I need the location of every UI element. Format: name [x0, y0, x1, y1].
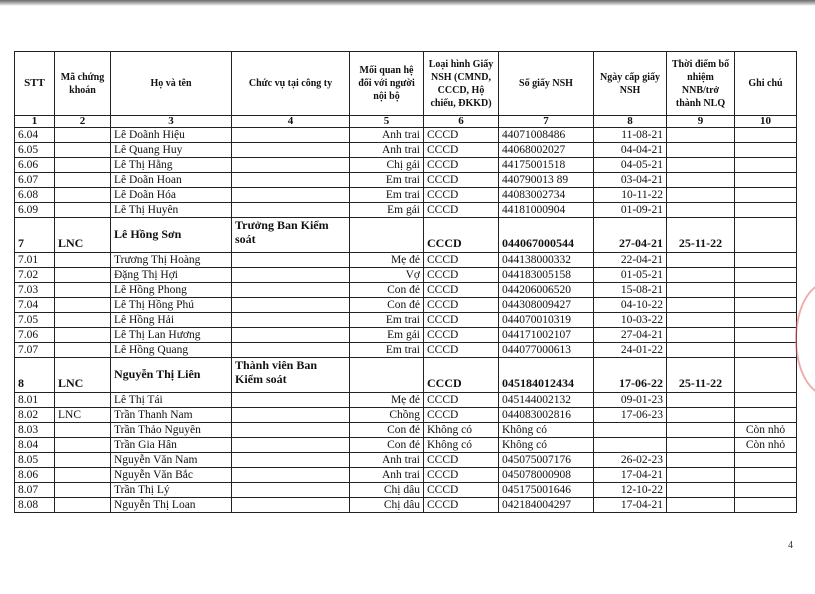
- cell-full-name: Trương Thị Hoàng: [111, 253, 232, 268]
- cell-position: [232, 343, 350, 358]
- cell-relationship: Anh trai: [350, 468, 424, 483]
- cell-stock-code: [55, 283, 111, 298]
- cell-appointment-time: [667, 253, 735, 268]
- cell-appointment-time: [667, 173, 735, 188]
- insider-table: [14, 51, 797, 513]
- cell-full-name: Lê Thị Hồng Phú: [111, 298, 232, 313]
- cell-stt: 8.04: [15, 438, 55, 453]
- cell-appointment-time: [667, 468, 735, 483]
- cell-note: [735, 203, 797, 218]
- cell-position: [232, 268, 350, 283]
- cell-doc-number: 44175001518: [499, 158, 594, 173]
- cell-full-name: Lê Thị Huyên: [111, 203, 232, 218]
- related-person-row: [15, 343, 797, 358]
- cell-stock-code: [55, 423, 111, 438]
- cell-stt: 7: [15, 218, 55, 253]
- related-person-row: [15, 453, 797, 468]
- cell-appointment-time: [667, 268, 735, 283]
- related-person-row: [15, 268, 797, 283]
- cell-note: [735, 483, 797, 498]
- cell-appointment-time: [667, 298, 735, 313]
- cell-stt: 6.09: [15, 203, 55, 218]
- cell-doc-type: CCCD: [424, 143, 499, 158]
- cell-stock-code: [55, 203, 111, 218]
- cell-doc-number: Không có: [499, 438, 594, 453]
- cell-stock-code: [55, 173, 111, 188]
- cell-note: [735, 173, 797, 188]
- header-position: Chức vụ tại công ty: [232, 52, 350, 116]
- cell-doc-type: CCCD: [424, 218, 499, 253]
- cell-doc-number: 44181000904: [499, 203, 594, 218]
- cell-note: [735, 408, 797, 423]
- cell-relationship: Em gái: [350, 328, 424, 343]
- cell-position: [232, 298, 350, 313]
- cell-doc-number: 042184004297: [499, 498, 594, 513]
- cell-doc-type: Không có: [424, 438, 499, 453]
- cell-position: [232, 253, 350, 268]
- cell-relationship: Anh trai: [350, 143, 424, 158]
- cell-doc-number: 44071008486: [499, 128, 594, 143]
- cell-appointment-time: [667, 283, 735, 298]
- cell-issue-date: 10-03-22: [594, 313, 667, 328]
- cell-stt: 6.07: [15, 173, 55, 188]
- cell-issue-date: 04-10-22: [594, 298, 667, 313]
- related-person-row: [15, 438, 797, 453]
- cell-full-name: Lê Hồng Sơn: [111, 218, 232, 253]
- cell-full-name: Đặng Thị Hợi: [111, 268, 232, 283]
- cell-doc-number: 44083002734: [499, 188, 594, 203]
- related-person-row: [15, 298, 797, 313]
- header-stt: STT: [15, 52, 55, 116]
- column-number-row: [15, 116, 797, 128]
- related-person-row: [15, 283, 797, 298]
- related-person-row: [15, 498, 797, 513]
- cell-stock-code: [55, 128, 111, 143]
- cell-note: [735, 358, 797, 393]
- cell-appointment-time: [667, 158, 735, 173]
- cell-doc-number: 044308009427: [499, 298, 594, 313]
- cell-appointment-time: 25-11-22: [667, 218, 735, 253]
- cell-doc-type: CCCD: [424, 268, 499, 283]
- table-body: [15, 128, 797, 513]
- cell-position: [232, 188, 350, 203]
- cell-stt: 7.04: [15, 298, 55, 313]
- cell-relationship: Em trai: [350, 173, 424, 188]
- header-issue-date: Ngày cấp giấy NSH: [594, 52, 667, 116]
- cell-position: [232, 203, 350, 218]
- cell-doc-type: CCCD: [424, 173, 499, 188]
- cell-note: [735, 218, 797, 253]
- cell-full-name: Nguyễn Thị Liên: [111, 358, 232, 393]
- cell-issue-date: 26-02-23: [594, 453, 667, 468]
- cell-doc-number: 044083002816: [499, 408, 594, 423]
- cell-doc-number: 045075007176: [499, 453, 594, 468]
- cell-stt: 8.01: [15, 393, 55, 408]
- cell-appointment-time: [667, 423, 735, 438]
- cell-stt: 8.02: [15, 408, 55, 423]
- cell-doc-number: Không có: [499, 423, 594, 438]
- cell-note: [735, 498, 797, 513]
- cell-full-name: Nguyễn Văn Nam: [111, 453, 232, 468]
- cell-issue-date: 24-01-22: [594, 343, 667, 358]
- cell-appointment-time: [667, 483, 735, 498]
- cell-stock-code: [55, 328, 111, 343]
- cell-doc-type: CCCD: [424, 313, 499, 328]
- cell-position: [232, 498, 350, 513]
- cell-stock-code: [55, 438, 111, 453]
- cell-relationship: Mẹ đẻ: [350, 253, 424, 268]
- cell-relationship: Chị dâu: [350, 483, 424, 498]
- cell-doc-type: CCCD: [424, 158, 499, 173]
- cell-position: [232, 408, 350, 423]
- cell-doc-type: CCCD: [424, 253, 499, 268]
- cell-doc-type: CCCD: [424, 453, 499, 468]
- cell-position: [232, 453, 350, 468]
- cell-issue-date: 09-01-23: [594, 393, 667, 408]
- cell-appointment-time: [667, 438, 735, 453]
- related-person-row: [15, 173, 797, 188]
- cell-doc-type: CCCD: [424, 188, 499, 203]
- cell-stt: 7.01: [15, 253, 55, 268]
- cell-relationship: Con đẻ: [350, 438, 424, 453]
- cell-issue-date: 04-04-21: [594, 143, 667, 158]
- cell-stt: 6.08: [15, 188, 55, 203]
- cell-stt: 6.04: [15, 128, 55, 143]
- related-person-row: [15, 408, 797, 423]
- related-person-row: [15, 328, 797, 343]
- cell-stock-code: [55, 498, 111, 513]
- cell-issue-date: 27-04-21: [594, 328, 667, 343]
- cell-relationship: Anh trai: [350, 453, 424, 468]
- cell-doc-number: 045175001646: [499, 483, 594, 498]
- cell-position: [232, 143, 350, 158]
- related-person-row: [15, 188, 797, 203]
- cell-stt: 8.05: [15, 453, 55, 468]
- insider-row: [15, 358, 797, 393]
- cell-position: [232, 483, 350, 498]
- column-number: 1: [15, 116, 55, 128]
- cell-doc-type: CCCD: [424, 358, 499, 393]
- cell-stock-code: [55, 188, 111, 203]
- cell-position: [232, 438, 350, 453]
- cell-doc-number: 440790013 89: [499, 173, 594, 188]
- cell-issue-date: 11-08-21: [594, 128, 667, 143]
- column-number: 10: [735, 116, 797, 128]
- cell-stt: 8.03: [15, 423, 55, 438]
- related-person-row: [15, 143, 797, 158]
- cell-issue-date: 15-08-21: [594, 283, 667, 298]
- cell-position: [232, 158, 350, 173]
- cell-issue-date: 03-04-21: [594, 173, 667, 188]
- cell-stt: 7.02: [15, 268, 55, 283]
- cell-relationship: Em trai: [350, 188, 424, 203]
- cell-relationship: Chồng: [350, 408, 424, 423]
- cell-full-name: Lê Hồng Hải: [111, 313, 232, 328]
- column-number: 4: [232, 116, 350, 128]
- cell-full-name: Lê Thị Tái: [111, 393, 232, 408]
- cell-stock-code: LNC: [55, 358, 111, 393]
- cell-relationship: Chị dâu: [350, 498, 424, 513]
- cell-note: [735, 253, 797, 268]
- related-person-row: [15, 468, 797, 483]
- cell-position: [232, 173, 350, 188]
- insider-row: [15, 218, 797, 253]
- column-number: 9: [667, 116, 735, 128]
- red-seal-stamp: [795, 282, 815, 396]
- cell-appointment-time: [667, 408, 735, 423]
- cell-stock-code: [55, 298, 111, 313]
- cell-issue-date: 04-05-21: [594, 158, 667, 173]
- related-person-row: [15, 253, 797, 268]
- cell-relationship: [350, 218, 424, 253]
- cell-full-name: Trần Thanh Nam: [111, 408, 232, 423]
- cell-note: [735, 343, 797, 358]
- cell-stt: 7.07: [15, 343, 55, 358]
- cell-stock-code: [55, 313, 111, 328]
- related-person-row: [15, 483, 797, 498]
- cell-appointment-time: 25-11-22: [667, 358, 735, 393]
- cell-full-name: Nguyễn Thị Loan: [111, 498, 232, 513]
- cell-relationship: Con đẻ: [350, 423, 424, 438]
- page-number: 4: [788, 540, 793, 551]
- cell-stock-code: [55, 483, 111, 498]
- cell-issue-date: 17-06-23: [594, 408, 667, 423]
- cell-issue-date: 12-10-22: [594, 483, 667, 498]
- cell-note: [735, 143, 797, 158]
- header-doc-number: Số giấy NSH: [499, 52, 594, 116]
- related-person-row: [15, 393, 797, 408]
- cell-position: Trưởng Ban Kiểm soát: [232, 218, 350, 253]
- cell-issue-date: 01-05-21: [594, 268, 667, 283]
- cell-stt: 6.06: [15, 158, 55, 173]
- cell-position: Thành viên Ban Kiểm soát: [232, 358, 350, 393]
- cell-doc-type: CCCD: [424, 203, 499, 218]
- cell-stock-code: [55, 253, 111, 268]
- header-relationship: Mối quan hệ đối với người nội bộ: [350, 52, 424, 116]
- cell-doc-number: 044206006520: [499, 283, 594, 298]
- cell-doc-type: CCCD: [424, 298, 499, 313]
- related-person-row: [15, 158, 797, 173]
- cell-full-name: Lê Doãn Hoan: [111, 173, 232, 188]
- cell-full-name: Lê Thị Hằng: [111, 158, 232, 173]
- cell-relationship: Anh trai: [350, 128, 424, 143]
- cell-note: Còn nhỏ: [735, 438, 797, 453]
- cell-note: [735, 188, 797, 203]
- cell-full-name: Lê Doãn Hóa: [111, 188, 232, 203]
- cell-stock-code: [55, 268, 111, 283]
- cell-doc-type: CCCD: [424, 468, 499, 483]
- cell-appointment-time: [667, 313, 735, 328]
- cell-full-name: Lê Hồng Phong: [111, 283, 232, 298]
- cell-stt: 8.07: [15, 483, 55, 498]
- column-number: 2: [55, 116, 111, 128]
- cell-position: [232, 393, 350, 408]
- header-appointment-time: Thời điểm bổ nhiệm NNB/trở thành NLQ: [667, 52, 735, 116]
- related-person-row: [15, 203, 797, 218]
- cell-stock-code: [55, 468, 111, 483]
- cell-note: [735, 468, 797, 483]
- related-person-row: [15, 128, 797, 143]
- cell-appointment-time: [667, 328, 735, 343]
- cell-issue-date: 17-06-22: [594, 358, 667, 393]
- cell-relationship: Chị gái: [350, 158, 424, 173]
- cell-full-name: Trần Thị Lý: [111, 483, 232, 498]
- cell-position: [232, 468, 350, 483]
- cell-note: [735, 393, 797, 408]
- cell-stock-code: [55, 453, 111, 468]
- cell-position: [232, 423, 350, 438]
- cell-doc-number: 045184012434: [499, 358, 594, 393]
- cell-issue-date: 22-04-21: [594, 253, 667, 268]
- cell-issue-date: 17-04-21: [594, 498, 667, 513]
- cell-full-name: Trần Thảo Nguyên: [111, 423, 232, 438]
- header-row: [15, 52, 797, 116]
- cell-doc-number: 044171002107: [499, 328, 594, 343]
- cell-full-name: Lê Thị Lan Hương: [111, 328, 232, 343]
- cell-doc-number: 44068002027: [499, 143, 594, 158]
- cell-full-name: Nguyễn Văn Bắc: [111, 468, 232, 483]
- cell-doc-number: 045078000908: [499, 468, 594, 483]
- cell-appointment-time: [667, 453, 735, 468]
- cell-note: [735, 128, 797, 143]
- cell-relationship: Em gái: [350, 203, 424, 218]
- cell-relationship: Con đẻ: [350, 283, 424, 298]
- cell-stt: 8: [15, 358, 55, 393]
- column-number: 6: [424, 116, 499, 128]
- cell-doc-number: 044067000544: [499, 218, 594, 253]
- cell-position: [232, 128, 350, 143]
- cell-doc-type: CCCD: [424, 498, 499, 513]
- cell-issue-date: 01-09-21: [594, 203, 667, 218]
- cell-full-name: Lê Hồng Quang: [111, 343, 232, 358]
- cell-position: [232, 283, 350, 298]
- cell-stock-code: [55, 393, 111, 408]
- page-top-edge: [0, 0, 815, 6]
- cell-issue-date: 17-04-21: [594, 468, 667, 483]
- cell-appointment-time: [667, 188, 735, 203]
- cell-doc-type: CCCD: [424, 328, 499, 343]
- cell-doc-number: 044070010319: [499, 313, 594, 328]
- cell-full-name: Lê Doãnh Hiệu: [111, 128, 232, 143]
- cell-position: [232, 313, 350, 328]
- cell-doc-type: CCCD: [424, 408, 499, 423]
- cell-relationship: Con đẻ: [350, 298, 424, 313]
- cell-relationship: [350, 358, 424, 393]
- column-number: 3: [111, 116, 232, 128]
- cell-stt: 7.03: [15, 283, 55, 298]
- cell-doc-number: 044183005158: [499, 268, 594, 283]
- cell-appointment-time: [667, 143, 735, 158]
- cell-note: [735, 283, 797, 298]
- cell-relationship: Em trai: [350, 313, 424, 328]
- cell-doc-type: CCCD: [424, 483, 499, 498]
- cell-doc-type: CCCD: [424, 393, 499, 408]
- related-person-row: [15, 423, 797, 438]
- cell-stock-code: [55, 158, 111, 173]
- cell-issue-date: [594, 438, 667, 453]
- cell-doc-type: CCCD: [424, 343, 499, 358]
- cell-appointment-time: [667, 498, 735, 513]
- cell-issue-date: 10-11-22: [594, 188, 667, 203]
- column-number: 5: [350, 116, 424, 128]
- cell-note: [735, 453, 797, 468]
- cell-appointment-time: [667, 203, 735, 218]
- related-person-row: [15, 313, 797, 328]
- cell-issue-date: [594, 423, 667, 438]
- cell-issue-date: 27-04-21: [594, 218, 667, 253]
- header-note: Ghi chú: [735, 52, 797, 116]
- cell-note: [735, 313, 797, 328]
- cell-note: [735, 268, 797, 283]
- cell-stt: 7.06: [15, 328, 55, 343]
- cell-stock-code: [55, 343, 111, 358]
- cell-stock-code: LNC: [55, 218, 111, 253]
- cell-stt: 6.05: [15, 143, 55, 158]
- cell-stt: 8.06: [15, 468, 55, 483]
- column-number: 7: [499, 116, 594, 128]
- cell-doc-type: CCCD: [424, 283, 499, 298]
- column-number: 8: [594, 116, 667, 128]
- cell-position: [232, 328, 350, 343]
- cell-doc-number: 045144002132: [499, 393, 594, 408]
- cell-doc-number: 044077000613: [499, 343, 594, 358]
- cell-stt: 7.05: [15, 313, 55, 328]
- cell-note: [735, 328, 797, 343]
- cell-appointment-time: [667, 128, 735, 143]
- cell-full-name: Lê Quang Huy: [111, 143, 232, 158]
- header-doc-type: Loại hình Giấy NSH (CMND, CCCD, Hộ chiếu, ĐKKD): [424, 52, 499, 116]
- cell-doc-type: CCCD: [424, 128, 499, 143]
- cell-relationship: Mẹ đẻ: [350, 393, 424, 408]
- cell-stock-code: LNC: [55, 408, 111, 423]
- cell-full-name: Trần Gia Hân: [111, 438, 232, 453]
- header-full-name: Họ và tên: [111, 52, 232, 116]
- cell-note: [735, 298, 797, 313]
- cell-relationship: Em trai: [350, 343, 424, 358]
- cell-appointment-time: [667, 393, 735, 408]
- header-stock-code: Mã chứng khoán: [55, 52, 111, 116]
- cell-appointment-time: [667, 343, 735, 358]
- cell-stt: 8.08: [15, 498, 55, 513]
- cell-note: [735, 158, 797, 173]
- cell-stock-code: [55, 143, 111, 158]
- cell-note: Còn nhỏ: [735, 423, 797, 438]
- cell-relationship: Vợ: [350, 268, 424, 283]
- cell-doc-type: Không có: [424, 423, 499, 438]
- cell-doc-number: 044138000332: [499, 253, 594, 268]
